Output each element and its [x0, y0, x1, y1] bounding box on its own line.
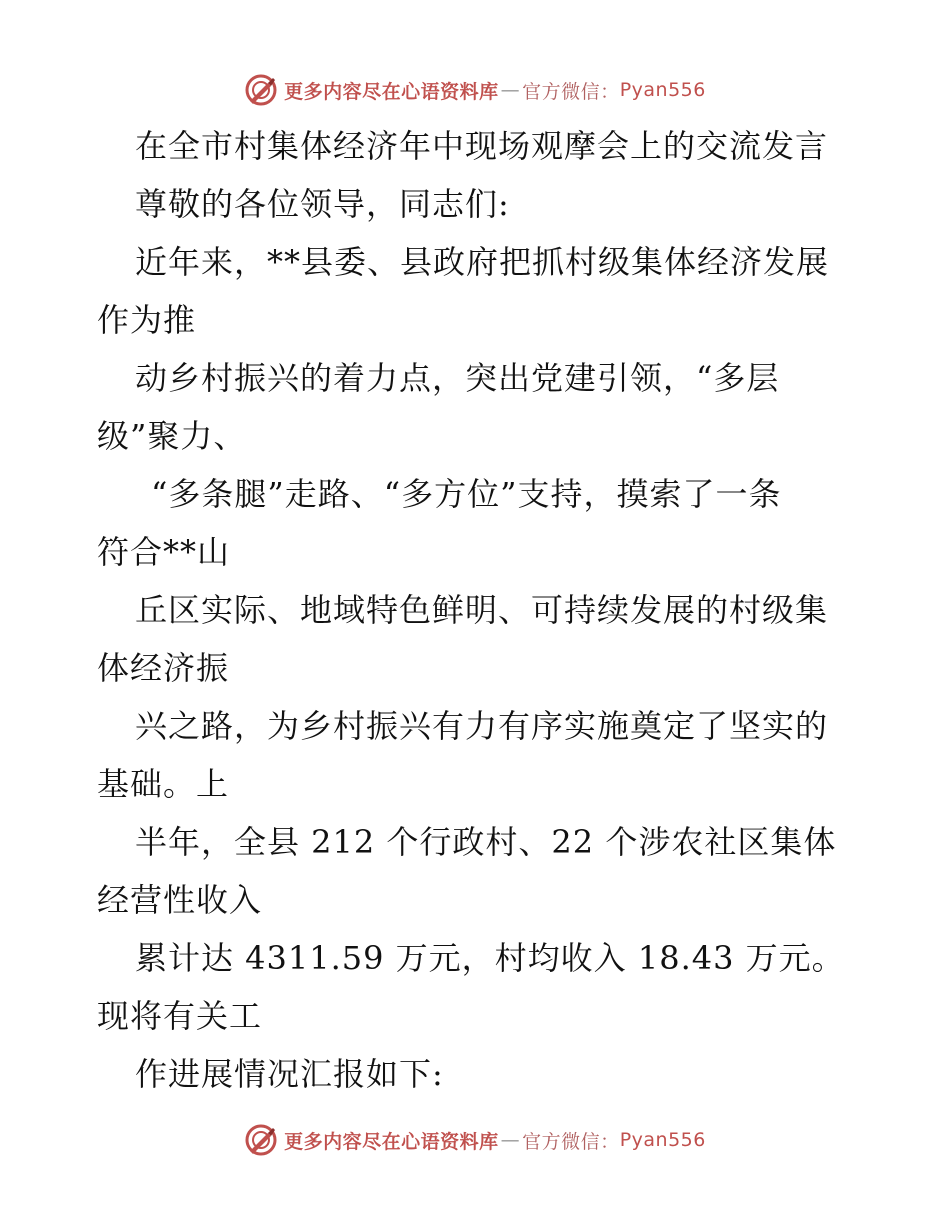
watermark-dash: — [500, 79, 521, 101]
document-title: 在全市村集体经济年中现场观摩会上的交流发言 [135, 127, 829, 165]
footer-watermark [0, 1120, 950, 1160]
paragraph-line: 近年来，**县委、县政府把抓村级集体经济发展 [135, 243, 830, 281]
watermark-sub-text: 官方微信： [522, 1130, 620, 1153]
watermark-main-text: 更多内容尽在心语资料库 [284, 80, 499, 103]
watermark-logo-icon [244, 1123, 278, 1157]
paragraph-line: 作进展情况汇报如下: [135, 1055, 444, 1093]
paragraph-line: 经营性收入 [97, 881, 263, 919]
header-watermark [0, 70, 950, 110]
paragraph-line: 动乡村振兴的着力点，突出党建引领，“多层 [135, 359, 780, 397]
paragraph-line: 累计达 4311.59 万元，村均收入 18.43 万元。 [135, 939, 845, 977]
paragraph-line: 基础。上 [97, 765, 230, 803]
paragraph-line: 符合**山 [97, 533, 231, 571]
watermark-id: Pyan556 [619, 79, 706, 101]
watermark-id: Pyan556 [619, 1129, 706, 1151]
paragraph-line: 兴之路，为乡村振兴有力有序实施奠定了坚实的 [135, 707, 829, 745]
paragraph-line: 丘区实际、地域特色鲜明、可持续发展的村级集 [135, 591, 829, 629]
watermark-sub-text: 官方微信： [522, 80, 620, 103]
paragraph-line: 体经济振 [97, 649, 230, 687]
watermark-logo-icon [244, 73, 278, 107]
document-body [97, 117, 857, 1103]
paragraph-line: 作为推 [97, 301, 197, 339]
paragraph-line: 现将有关工 [97, 997, 263, 1035]
paragraph-line: 级”聚力、 [97, 417, 247, 455]
watermark-main-text: 更多内容尽在心语资料库 [284, 1130, 499, 1153]
paragraph-line: “多条腿”走路、“多方位”支持，摸索了一条 [151, 475, 782, 513]
salutation: 尊敬的各位领导，同志们: [135, 185, 510, 223]
paragraph-line: 半年，全县 212 个行政村、22 个涉农社区集体 [135, 823, 837, 861]
watermark-dash: — [500, 1129, 521, 1151]
